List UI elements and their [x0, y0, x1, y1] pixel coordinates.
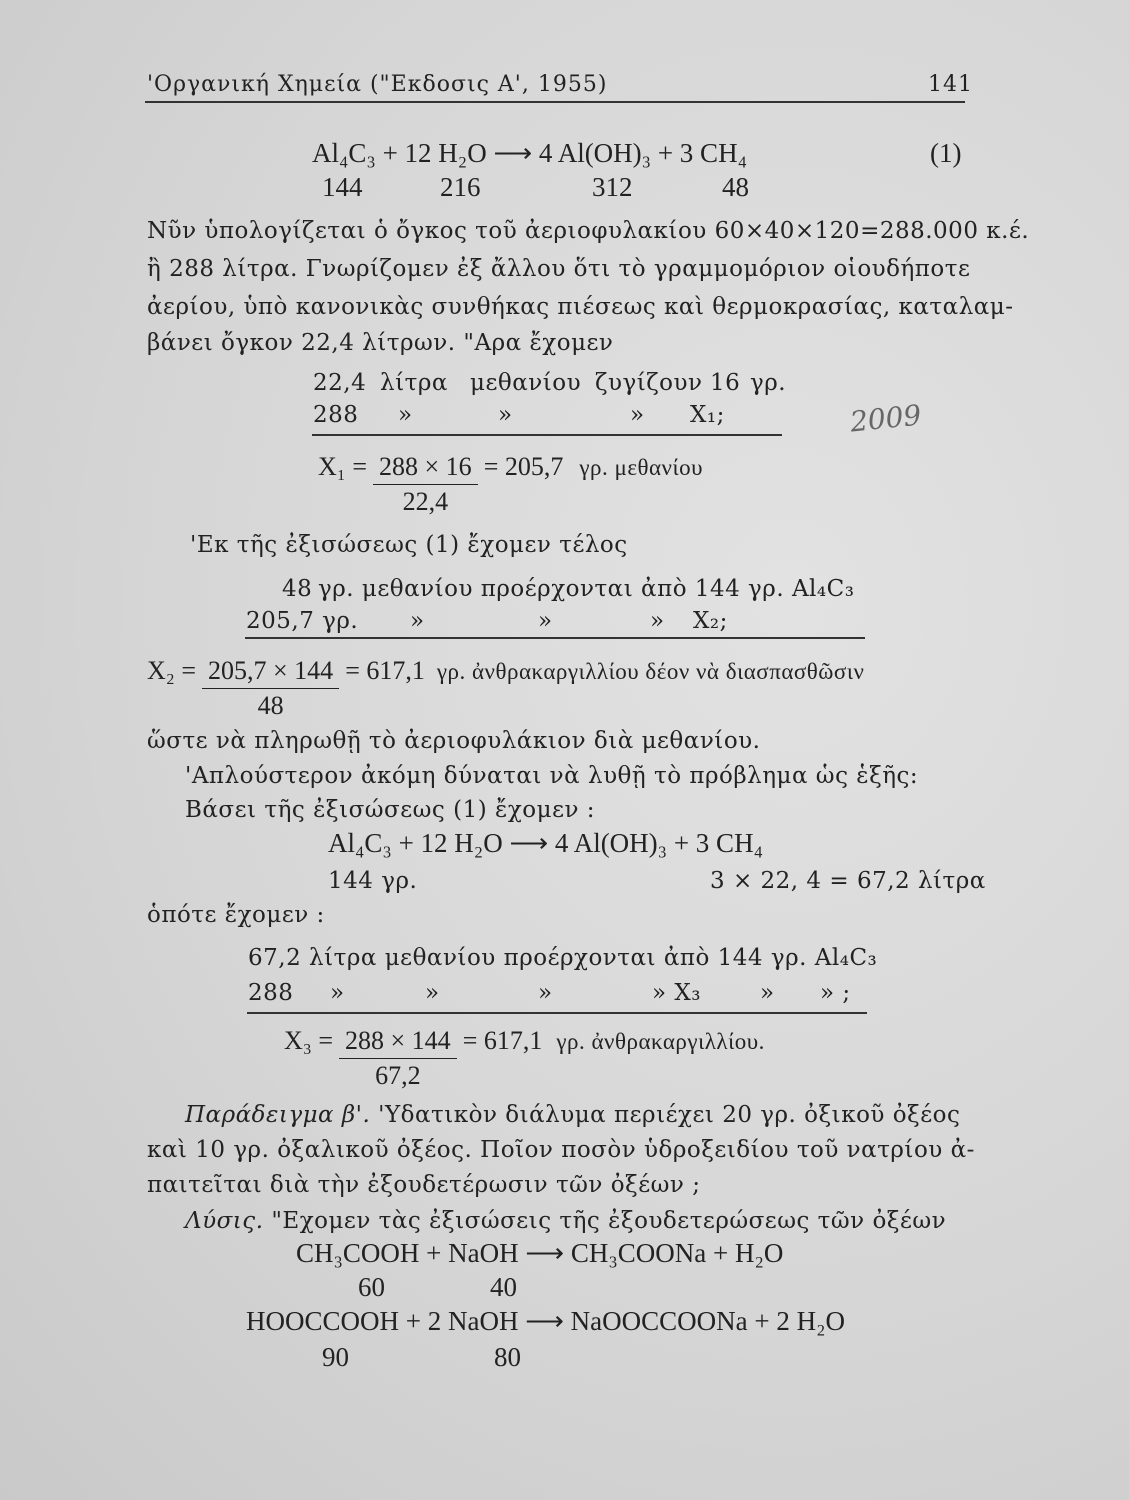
prop3-ditto-2: » [425, 980, 440, 1006]
calc-3-fraction [339, 1026, 457, 1091]
running-header: 'Οργανική Χημεία ("Εκδοσις Α', 1955) [147, 72, 608, 97]
page-number: 141 [928, 72, 973, 97]
paragraph-3-line-2: 'Απλούστερον ἀκόμη δύναται νὰ λυθῇ τὸ πρόβλημα ὡς ἑξῆς: [185, 763, 919, 789]
paragraph-1-line-3: ἀερίου, ὑπὸ κανονικὰς συνθήκας πιέσεως καὶ θερμοκρασίας, καταλαμ- [147, 294, 1014, 320]
prop3-ditto-5: » ; [820, 980, 851, 1006]
calc-1-denominator: 22,4 [402, 487, 449, 516]
prop1-rule [312, 434, 782, 436]
calc-2 [147, 656, 864, 721]
calc-2-numerator: 205,7 × 144 [202, 656, 339, 689]
calc-1-unit: γρ. μεθανίου [579, 455, 704, 480]
example-text-3: παιτεῖται διὰ τὴν ἐξουδετέρωσιν τῶν ὀξέων ; [147, 1172, 701, 1198]
prop3-rule [247, 1012, 867, 1014]
prop1-ditto-1: » [398, 402, 413, 428]
prop1-unit: γρ. [750, 370, 787, 396]
prop1-methane: μεθανίου [470, 370, 582, 396]
paragraph-1-line-4: βάνει ὄγκον 22,4 λίτρων. "Αρα ἔχομεν [147, 330, 614, 356]
prop3-unknown: » X₃ [652, 980, 701, 1006]
prop2-unknown: X₂; [693, 608, 728, 634]
prop3-row1: 67,2 λίτρα μεθανίου προέρχονται ἀπὸ 144 γρ. Al₄C₃ [248, 945, 878, 971]
prop2-ditto-3: » [650, 608, 665, 634]
equation-4: HOOCCOOH + 2 NaOH ⟶ NaOOCCOONa + 2 H₂O [246, 1306, 846, 1336]
example-paragraph [185, 1102, 960, 1128]
prop1-ditto-3: » [630, 402, 645, 428]
prop2-ditto-2: » [538, 608, 553, 634]
calc-1-numerator: 288 × 16 [373, 452, 478, 485]
mass-216: 216 [440, 172, 481, 202]
mass-48: 48 [722, 172, 749, 202]
equation-3-mass-2: 40 [490, 1272, 517, 1302]
calc-3-denominator: 67,2 [375, 1061, 421, 1090]
prop1-row2-volume: 288 [313, 402, 359, 428]
paragraph-2: 'Εκ τῆς ἐξισώσεως (1) ἔχομεν τέλος [190, 532, 628, 558]
equation-2-volume: 3 × 22, 4 = 67,2 λίτρα [710, 868, 986, 894]
calc-3-result: = 617,1 [462, 1026, 543, 1055]
prop3-ditto-1: » [330, 980, 345, 1006]
calc-2-denominator: 48 [257, 691, 284, 720]
example-text-2: καὶ 10 γρ. ὀξαλικοῦ ὀξέος. Ποῖον ποσὸν ὑδροξειδίου τοῦ νατρίου ἀ- [147, 1137, 975, 1163]
paragraph-3-line-3: Βάσει τῆς ἐξισώσεως (1) ἔχομεν : [185, 797, 596, 823]
equation-1: Al₄C₃ + 12 H₂O ⟶ 4 Al(OH)₃ + 3 CH₄ [312, 138, 747, 168]
example-text-1: 'Υδατικὸν διάλυμα περιέχει 20 γρ. ὀξικοῦ ὀξέος [378, 1102, 961, 1128]
solution-paragraph [185, 1208, 946, 1234]
calc-2-fraction [202, 656, 339, 721]
example-heading: Παράδειγμα β'. [185, 1102, 371, 1128]
prop1-ditto-2: » [498, 402, 513, 428]
calc-1-fraction [373, 452, 478, 517]
calc-1-result: = 205,7 [483, 452, 564, 481]
prop2-rule [245, 637, 865, 639]
prop3-ditto-3: » [538, 980, 553, 1006]
prop1-mass: 16 [710, 370, 741, 396]
paragraph-1-line-2: ἢ 288 λίτρα. Γνωρίζομεν ἐξ ἄλλου ὅτι τὸ γραμμομόριον οἱουδήποτε [147, 256, 971, 282]
prop3-ditto-4: » [760, 980, 775, 1006]
equation-3: CH₃COOH + NaOH ⟶ CH₃COONa + H₂O [296, 1238, 784, 1268]
prop2-mass: 48 [282, 576, 313, 602]
calc-2-lhs: X₂ = [147, 656, 197, 685]
calc-2-result: = 617,1 [345, 656, 425, 685]
prop2-ditto-1: » [410, 608, 425, 634]
paragraph-1-line-1: Νῦν ὑπολογίζεται ὁ ὄγκος τοῦ ἀεριοφυλακίου 60×40×120=288.000 κ.έ. [147, 218, 1030, 244]
calc-3 [284, 1026, 765, 1091]
prop2-text: γρ. μεθανίου προέρχονται ἀπὸ 144 γρ. Al₄C₃ [318, 576, 855, 602]
calc-3-lhs: X₃ = [284, 1026, 334, 1055]
prop1-liters: λίτρα [380, 370, 448, 396]
equation-2: Al₄C₃ + 12 H₂O ⟶ 4 Al(OH)₃ + 3 CH₄ [328, 828, 763, 858]
equation-4-mass-2: 80 [494, 1342, 521, 1372]
calc-3-unit: γρ. ἀνθρακαργιλλίου. [556, 1029, 765, 1054]
prop1-weigh: ζυγίζουν [595, 370, 703, 396]
pencil-margin-note: 2009 [848, 398, 923, 439]
prop2-row2-mass: 205,7 γρ. [246, 608, 359, 634]
mass-144: 144 [322, 172, 363, 202]
calc-1-lhs: X₁ = [318, 452, 368, 481]
calc-3-numerator: 288 × 144 [339, 1026, 457, 1059]
prop1-volume: 22,4 [313, 370, 367, 396]
prop3-row2-volume: 288 [248, 980, 294, 1006]
calc-1 [318, 452, 703, 517]
paragraph-4: ὁπότε ἔχομεν : [147, 902, 325, 928]
paragraph-3-line-1: ὥστε νὰ πληρωθῇ τὸ ἀεριοφυλάκιον διὰ μεθανίου. [147, 728, 761, 754]
mass-312: 312 [592, 172, 633, 202]
equation-2-mass: 144 γρ. [328, 868, 418, 894]
equation-1-label: (1) [930, 138, 962, 168]
solution-heading: Λύσις. [185, 1208, 264, 1234]
equation-4-mass-1: 90 [322, 1342, 349, 1372]
prop1-unknown: X₁; [690, 402, 725, 428]
calc-2-unit: γρ. ἀνθρακαργιλλίου δέον νὰ διασπασθῶσιν [436, 659, 865, 684]
equation-3-mass-1: 60 [358, 1272, 385, 1302]
solution-text: "Εχομεν τὰς ἐξισώσεις τῆς ἐξουδετερώσεως τῶν ὀξέων [271, 1208, 947, 1234]
header-rule [145, 101, 965, 103]
